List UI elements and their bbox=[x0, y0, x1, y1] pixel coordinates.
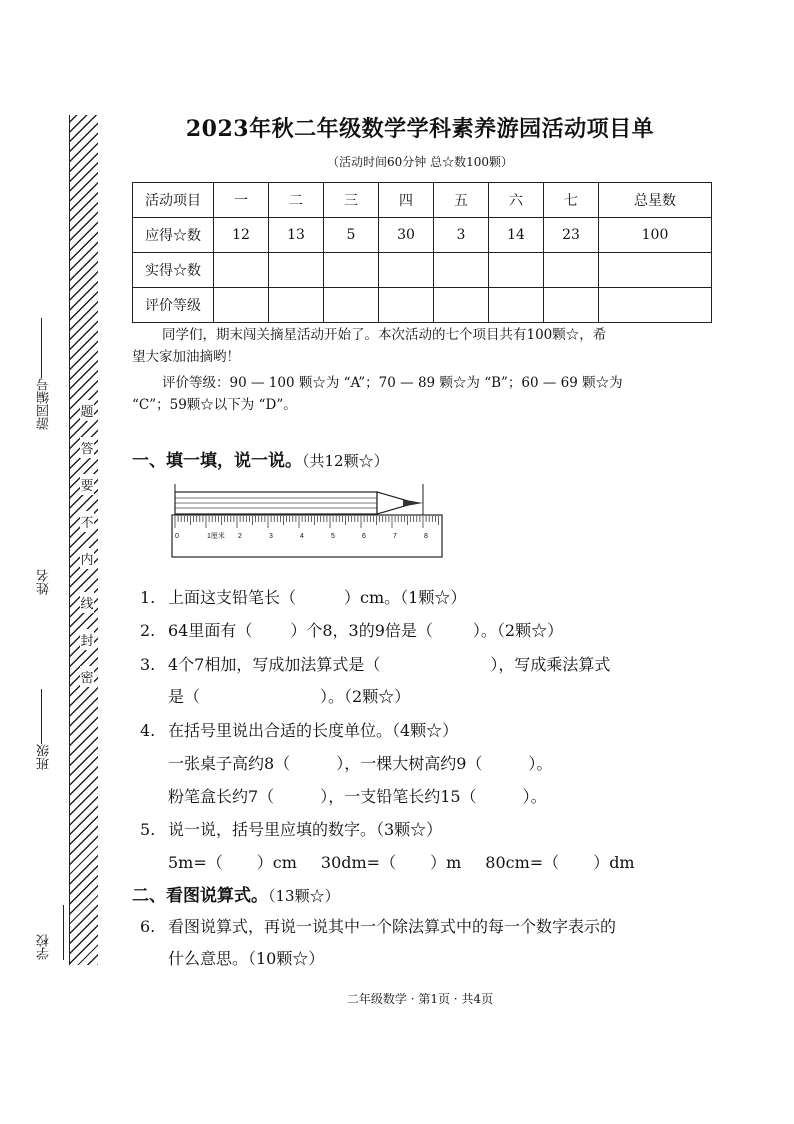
question-text: 什么意思。（10颗☆） bbox=[168, 949, 325, 968]
page-title: 2023年秋二年级数学学科素养游园活动项目单 bbox=[185, 116, 655, 142]
question-text: 上面这支铅笔长（ bbox=[168, 588, 297, 607]
field-label: 姓名 bbox=[37, 569, 52, 595]
field-label: 学校 bbox=[37, 934, 52, 960]
question-3 bbox=[140, 652, 610, 675]
ruler-label: 4 bbox=[300, 533, 304, 540]
question-text: ）。 bbox=[522, 787, 547, 806]
table-cell: 四 bbox=[379, 183, 434, 218]
question-text: ）。（2颗☆） bbox=[472, 621, 564, 640]
grade-input-cell[interactable] bbox=[269, 288, 324, 323]
question-text: ）cm bbox=[256, 853, 297, 872]
question-text: ）cm。（1颗☆） bbox=[344, 588, 467, 607]
grade-input-cell[interactable] bbox=[379, 288, 434, 323]
field-school bbox=[34, 880, 56, 960]
question-text: 80cm=（ bbox=[485, 853, 560, 872]
field-underline bbox=[63, 905, 64, 960]
table-cell: 3 bbox=[434, 218, 489, 253]
question-text: ）个8，3的9倍是（ bbox=[290, 621, 433, 640]
table-cell: 应得☆数 bbox=[133, 218, 214, 253]
question-4 bbox=[140, 718, 458, 741]
table-cell: 12 bbox=[214, 218, 269, 253]
table-cell: 七 bbox=[544, 183, 599, 218]
ruler bbox=[172, 515, 442, 557]
question-3-cont bbox=[168, 684, 410, 707]
question-text: 64里面有（ bbox=[168, 621, 253, 640]
table-cell: 五 bbox=[434, 183, 489, 218]
question-number: 3. bbox=[140, 655, 156, 674]
table-cell: 30 bbox=[379, 218, 434, 253]
table-cell: 实得☆数 bbox=[133, 253, 214, 288]
seal-char: 要 bbox=[80, 474, 94, 495]
score-input-cell[interactable] bbox=[379, 253, 434, 288]
ruler-label: 2 bbox=[238, 533, 242, 540]
score-input-cell[interactable] bbox=[434, 253, 489, 288]
question-text: ），写成乘法算式 bbox=[490, 655, 611, 674]
question-text: ）。（2颗☆） bbox=[320, 687, 411, 706]
grading-text: 评价等级：90 — 100 颗☆为 “A”；70 — 89 颗☆为 “B”；60 — 69 颗☆为 bbox=[162, 375, 623, 391]
question-text: 看图说算式，再说一说其中一个除法算式中的每一个数字表示的 bbox=[168, 917, 617, 936]
seal-char: 内 bbox=[80, 548, 94, 569]
question-5 bbox=[140, 817, 442, 840]
ruler-label: 5 bbox=[331, 533, 335, 540]
grade-input-cell[interactable] bbox=[544, 288, 599, 323]
score-input-cell[interactable] bbox=[269, 253, 324, 288]
question-6-cont bbox=[168, 946, 324, 969]
seal-char: 封 bbox=[80, 629, 94, 650]
question-6 bbox=[140, 914, 616, 937]
grading-text: “C”；59颗☆以下为 “D”。 bbox=[132, 397, 297, 413]
score-input-cell[interactable] bbox=[324, 253, 379, 288]
field-booth-number bbox=[34, 300, 56, 430]
question-text: 是（ bbox=[168, 687, 201, 706]
seal-char: 答 bbox=[80, 437, 94, 458]
table-row bbox=[133, 253, 712, 288]
intro-text: 望大家加油摘哟！ bbox=[132, 349, 240, 365]
page-footer: 二年级数学 · 第1页 · 共4页 bbox=[346, 992, 494, 1006]
question-number: 6. bbox=[140, 917, 156, 936]
grade-input-cell[interactable] bbox=[324, 288, 379, 323]
table-cell: 13 bbox=[269, 218, 324, 253]
grade-input-cell[interactable] bbox=[599, 288, 712, 323]
question-4-line1 bbox=[168, 751, 552, 774]
table-cell: 二 bbox=[269, 183, 324, 218]
table-cell: 评价等级 bbox=[133, 288, 214, 323]
table-cell: 总星数 bbox=[599, 183, 712, 218]
ruler-label: 1厘米 bbox=[207, 533, 225, 540]
question-text: ）m bbox=[430, 853, 462, 872]
grade-input-cell[interactable] bbox=[434, 288, 489, 323]
question-number: 5. bbox=[140, 820, 156, 839]
table-cell: 一 bbox=[214, 183, 269, 218]
question-number: 1. bbox=[140, 588, 156, 607]
section-title: 二、看图说算式。 bbox=[132, 886, 268, 906]
section-stars: （共12颗☆） bbox=[302, 452, 389, 470]
seal-char: 线 bbox=[80, 592, 94, 613]
table-row bbox=[133, 183, 712, 218]
seal-char: 题 bbox=[80, 400, 94, 421]
ruler-label: 3 bbox=[269, 533, 273, 540]
field-class bbox=[34, 680, 56, 770]
question-4-line2 bbox=[168, 784, 547, 807]
question-text: 30dm=（ bbox=[320, 853, 397, 872]
question-text: 一张桌子高约8（ bbox=[168, 754, 291, 773]
ruler-label: 6 bbox=[362, 533, 366, 540]
question-text: 粉笔盒长约7（ bbox=[168, 787, 275, 806]
table-cell: 六 bbox=[489, 183, 544, 218]
question-text: 4个7相加，写成加法算式是（ bbox=[168, 655, 381, 674]
page-subtitle: （活动时间60分钟 总☆数100颗） bbox=[327, 155, 513, 169]
section-1-heading bbox=[132, 446, 389, 471]
field-underline bbox=[41, 689, 42, 744]
table-cell: 23 bbox=[544, 218, 599, 253]
score-input-cell[interactable] bbox=[544, 253, 599, 288]
binding-hatch bbox=[70, 115, 98, 965]
table-cell: 100 bbox=[599, 218, 712, 253]
question-text: ）。 bbox=[528, 754, 553, 773]
ruler-label: 8 bbox=[424, 533, 428, 540]
field-name bbox=[34, 525, 56, 595]
section-title: 一、填一填，说一说。 bbox=[132, 451, 302, 471]
question-1 bbox=[140, 585, 466, 608]
question-number: 4. bbox=[140, 721, 156, 740]
score-input-cell[interactable] bbox=[599, 253, 712, 288]
question-2 bbox=[140, 618, 563, 641]
intro-text: 同学们，期末闯关摘星活动开始了。本次活动的七个项目共有100颗☆，希 bbox=[162, 327, 607, 343]
score-table bbox=[132, 182, 712, 323]
seal-char: 不 bbox=[80, 511, 94, 532]
field-underline bbox=[41, 318, 42, 378]
question-text: 5m=（ bbox=[168, 853, 223, 872]
table-cell: 活动项目 bbox=[133, 183, 214, 218]
score-input-cell[interactable] bbox=[489, 253, 544, 288]
section-stars: （13颗☆） bbox=[268, 887, 340, 905]
table-cell: 5 bbox=[324, 218, 379, 253]
question-text: 说一说，括号里应填的数字。（3颗☆） bbox=[168, 820, 443, 839]
ruler-label: 7 bbox=[393, 533, 397, 540]
grade-input-cell[interactable] bbox=[489, 288, 544, 323]
field-label: 班级 bbox=[37, 744, 52, 770]
table-row bbox=[133, 218, 712, 253]
seal-char: 密 bbox=[80, 666, 94, 687]
grade-input-cell[interactable] bbox=[214, 288, 269, 323]
binding-margin bbox=[0, 0, 110, 1124]
field-label: 游园编号 bbox=[37, 378, 52, 430]
question-text: 在括号里说出合适的长度单位。（4颗☆） bbox=[168, 721, 459, 740]
pencil-ruler-figure bbox=[160, 478, 450, 560]
question-text: ）dm bbox=[593, 853, 635, 872]
score-input-cell[interactable] bbox=[214, 253, 269, 288]
question-text: ），一支铅笔长约15（ bbox=[320, 787, 477, 806]
ruler-label: 0 bbox=[175, 533, 179, 540]
table-row bbox=[133, 288, 712, 323]
question-text: ），一棵大树高约9（ bbox=[336, 754, 483, 773]
table-cell: 三 bbox=[324, 183, 379, 218]
question-5-line bbox=[168, 850, 635, 873]
table-cell: 14 bbox=[489, 218, 544, 253]
question-number: 2. bbox=[140, 621, 156, 640]
section-2-heading bbox=[132, 881, 340, 906]
